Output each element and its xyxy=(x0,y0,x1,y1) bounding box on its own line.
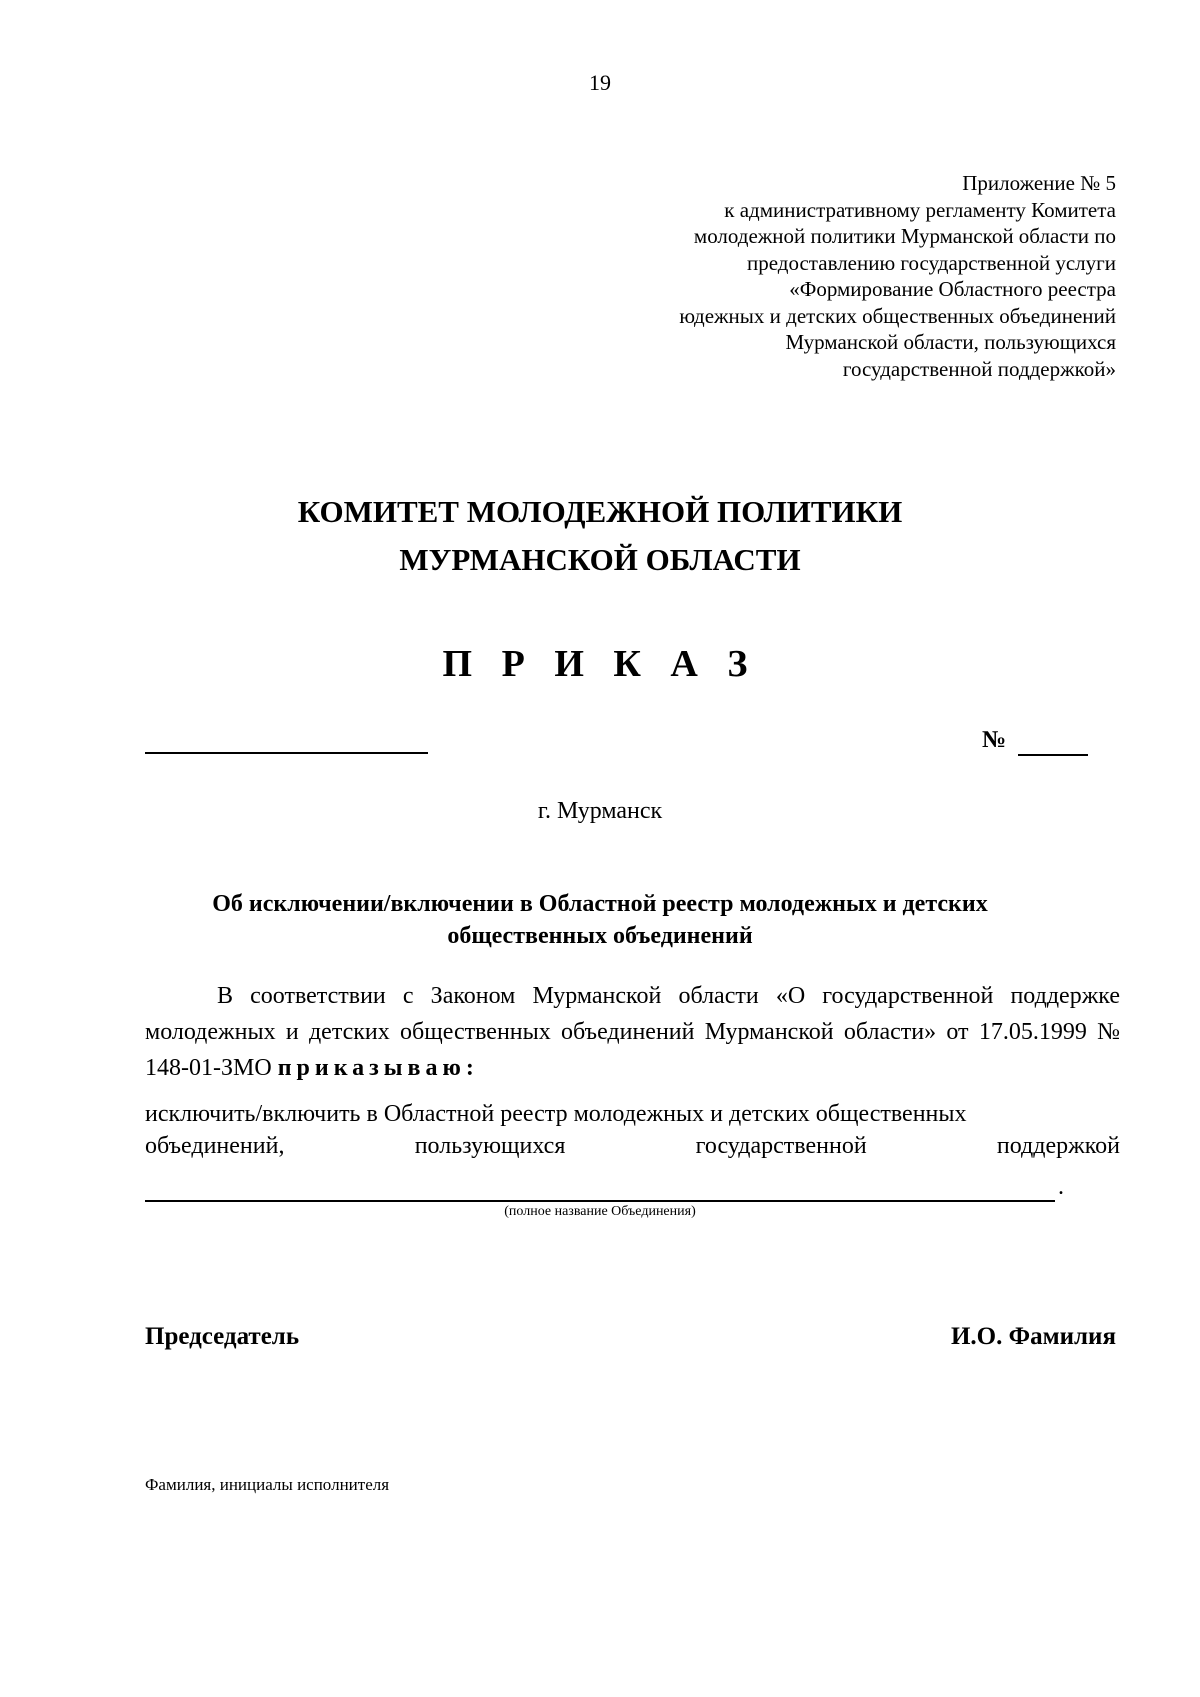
order-subject xyxy=(130,888,1070,952)
action-word: пользующихся xyxy=(414,1133,566,1159)
appendix-block xyxy=(596,170,1116,382)
action-word: государственной xyxy=(695,1133,867,1159)
organization-title-line: МУРМАНСКОЙ ОБЛАСТИ xyxy=(399,542,801,577)
action-line-justified xyxy=(145,1130,1120,1162)
organization-title-line: КОМИТЕТ МОЛОДЕЖНОЙ ПОЛИТИКИ xyxy=(297,494,903,529)
page-number: 19 xyxy=(589,70,611,95)
order-number-sign: № xyxy=(982,727,1007,753)
appendix-line: Приложение № 5 xyxy=(962,171,1116,195)
line-end-period: . xyxy=(1058,1174,1064,1200)
order-word: приказываю: xyxy=(277,1055,479,1081)
date-blank-line xyxy=(145,752,428,754)
order-subject-line: Об исключении/включении в Областной реестр молодежных и детских xyxy=(212,891,988,917)
preamble-paragraph xyxy=(145,978,1120,1086)
preamble-text: В соответствии с Законом Мурманской области «О государственной поддержке молодежных и детских общественных объединений Мурманской области» от 17.05.1999 № 148-01-ЗМО xyxy=(145,983,1120,1081)
appendix-line: юдежных и детских общественных объединений xyxy=(679,303,1116,328)
appendix-line: Мурманской области, пользующихся xyxy=(785,330,1116,354)
appendix-line: государственной поддержкой» xyxy=(842,356,1116,381)
appendix-line: предоставлению государственной услуги xyxy=(747,250,1116,275)
appendix-line: к административному регламенту Комитета xyxy=(724,197,1116,222)
action-word: объединений, xyxy=(145,1133,285,1159)
action-line: исключить/включить в Областной реестр молодежных и детских общественных xyxy=(145,1101,967,1127)
appendix-line: «Формирование Областного реестра xyxy=(789,277,1116,301)
executor-note: Фамилия, инициалы исполнителя xyxy=(145,1475,390,1494)
order-subject-line: общественных объединений xyxy=(447,923,753,949)
appendix-line: молодежной политики Мурманской области по xyxy=(693,224,1116,248)
signer-name: И.О. Фамилия xyxy=(950,1323,1116,1350)
signer-role: Председатель xyxy=(145,1323,300,1350)
city: г. Мурманск xyxy=(537,798,663,824)
association-name-hint: (полное название Объединения) xyxy=(504,1204,696,1219)
order-title: П Р И К А З xyxy=(442,643,758,685)
organization-title xyxy=(0,488,1200,584)
order-number-blank-line xyxy=(1018,754,1088,756)
action-word: поддержкой xyxy=(996,1133,1120,1159)
association-name-blank-line xyxy=(145,1200,1055,1202)
